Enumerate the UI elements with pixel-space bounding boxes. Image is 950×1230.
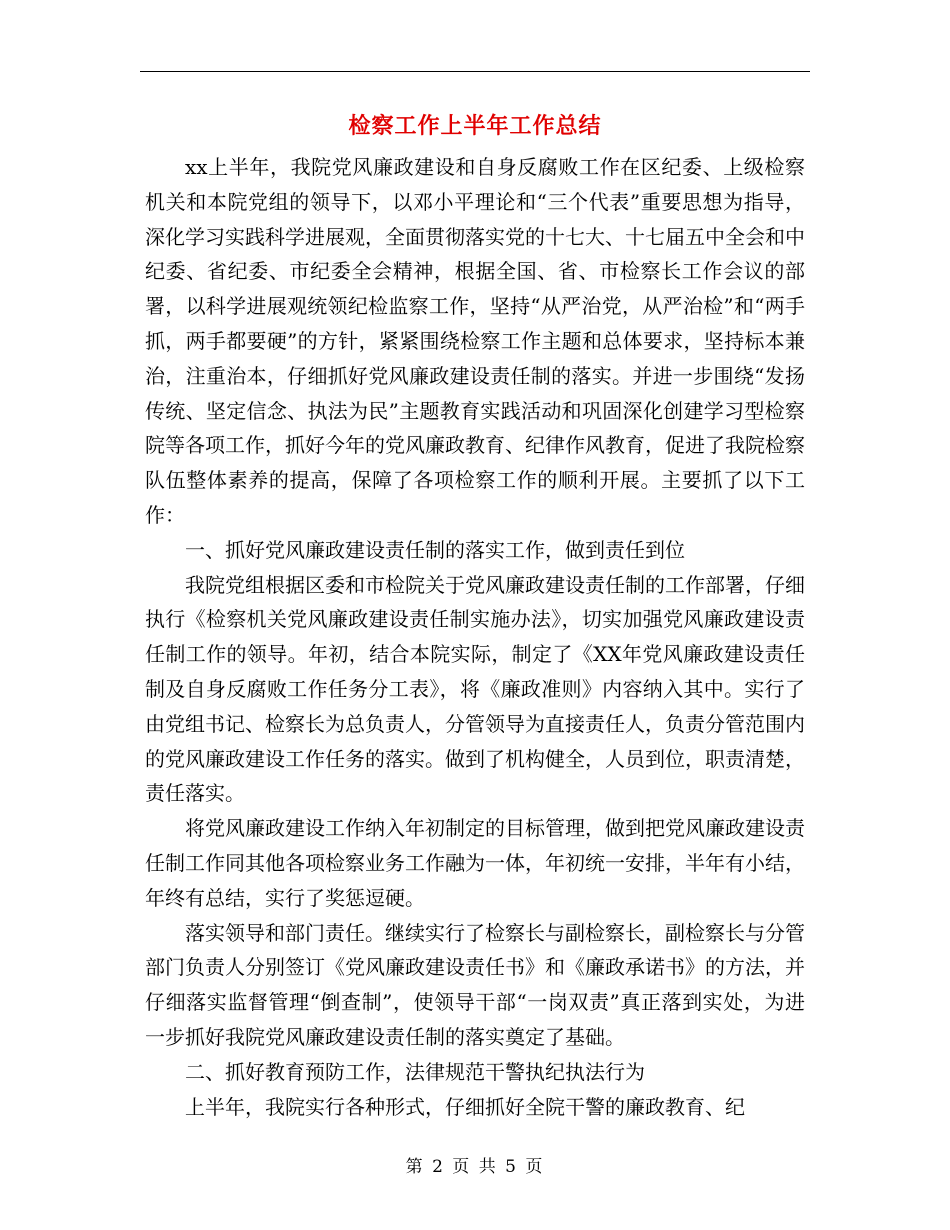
- paragraph: 将党风廉政建设工作纳入年初制定的目标管理，做到把党风廉政建设责任制工作同其他各项检察业务工作融为一体，年初统一安排，半年有小结，年终有总结，实行了奖惩逗硬。: [145, 816, 805, 910]
- section-heading-1: 一、抓好党风廉政建设责任制的落实工作，做到责任到位: [185, 537, 685, 562]
- document-body: [145, 150, 805, 1124]
- paragraph: 我院党组根据区委和市检院关于党风廉政建设责任制的工作部署，仔细执行《检察机关党风廉政建设责任制实施办法》，切实加强党风廉政建设责任制工作的领导。年初，结合本院实际，制定了《XX年党风廉政建设责任制及自身反腐败工作任务分工表》，将《廉政准则》内容纳入其中。实行了由党组书记、检察长为总负责人，分管领导为直接责任人，负责分管范围内的党风廉政建设工作任务的落实。做到了机构健全，人员到位，职责清楚，责任落实。: [145, 572, 805, 806]
- header-rule: [140, 71, 810, 72]
- paragraph: 上半年，我院实行各种形式，仔细抓好全院干警的廉政教育、纪: [185, 1094, 745, 1119]
- document-title: 检察工作上半年工作总结: [348, 113, 602, 139]
- paragraph-intro: xx上半年，我院党风廉政建设和自身反腐败工作在区纪委、上级检察机关和本院党组的领导下，以邓小平理论和“三个代表”重要思想为指导，深化学习实践科学进展观，全面贯彻落实党的十七大、十七届五中全会和中纪委、省纪委、市纪委全会精神，根据全国、省、市检察长工作会议的部署，以科学进展观统领纪检监察工作，坚持“从严治党，从严治检”和“两手抓，两手都要硬”的方针，紧紧围绕检察工作主题和总体要求，坚持标本兼治，注重治本，仔细抓好党风廉政建设责任制的落实。并进一步围绕“发扬传统、坚定信念、执法为民”主题教育实践活动和巩固深化创建学习型检察院等各项工作，抓好今年的党风廉政教育、纪律作风教育，促进了我院检察队伍整体素养的提高，保障了各项检察工作的顺利开展。主要抓了以下工作：: [145, 155, 805, 527]
- page-number: 第 2 页 共 5 页: [405, 1157, 545, 1177]
- section-heading-2: 二、抓好教育预防工作，法律规范干警执纪执法行为: [185, 1059, 645, 1084]
- paragraph: 落实领导和部门责任。继续实行了检察长与副检察长，副检察长与分管部门负责人分别签订《党风廉政建设责任书》和《廉政承诺书》的方法，并仔细落实监督管理“倒查制”，使领导干部“一岗双责”真正落到实处，为进一步抓好我院党风廉政建设责任制的落实奠定了基础。: [145, 920, 805, 1049]
